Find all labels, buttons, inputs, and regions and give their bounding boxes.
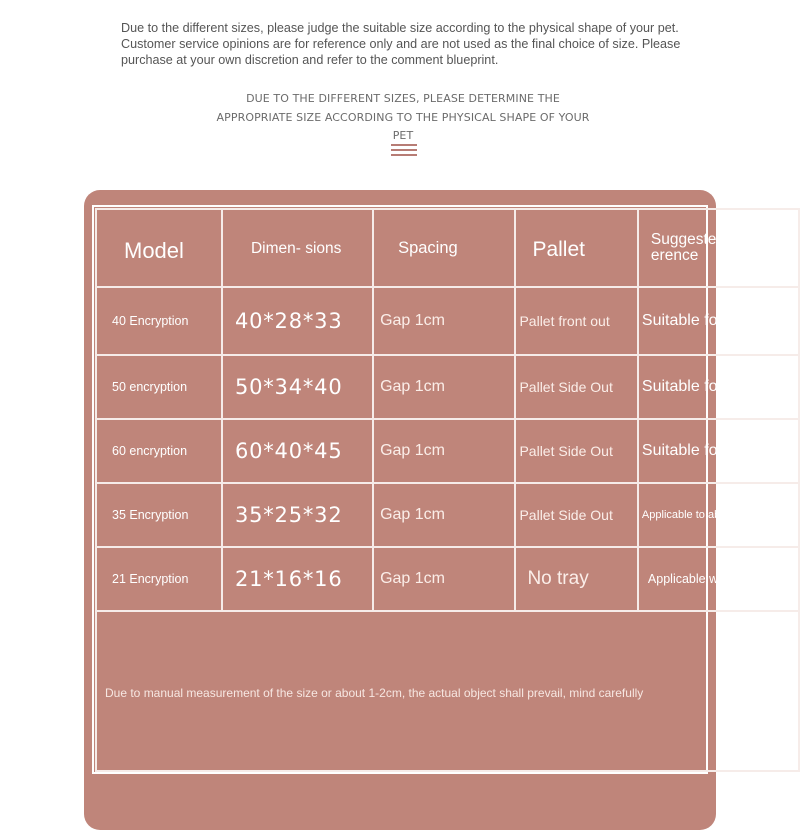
cell-reference: Applicable to about 0.5kg	[638, 483, 799, 547]
cell-spacing: Gap 1cm	[373, 419, 515, 483]
measurement-footnote: Due to manual measurement of the size or about 1-2cm, the actual object shall prevail, mind carefully	[96, 611, 799, 771]
size-heading	[200, 90, 606, 146]
table-header-row	[96, 209, 799, 287]
intro-notice: Due to the different sizes, please judge the suitable size according to the physical shape of your pet. Customer service opinions are for reference only and are not used as the final choice of size. Please purchase at your own discretion and refer to the comment blueprint.	[121, 21, 681, 67]
table-row	[96, 547, 799, 611]
cell-dimensions: 60*40*45	[222, 419, 373, 483]
size-heading-line-1: DUE TO THE DIFFERENT SIZES, PLEASE DETERMINE THE	[246, 92, 560, 105]
cell-model: 21 Encryption	[96, 547, 222, 611]
cell-reference: Suitable for 2-3kg	[638, 287, 799, 355]
header-spacing: Spacing	[373, 209, 515, 287]
cell-pallet: Pallet Side Out	[515, 483, 637, 547]
header-model: Model	[96, 209, 222, 287]
cell-model: 60 encryption	[96, 419, 222, 483]
size-heading-line-2: APPROPRIATE SIZE ACCORDING TO THE PHYSICAL SHAPE OF YOUR	[216, 110, 590, 124]
table-row	[96, 287, 799, 355]
cell-spacing: Gap 1cm	[373, 547, 515, 611]
cell-model: 40 Encryption	[96, 287, 222, 355]
cell-pallet: Pallet front out	[515, 287, 637, 355]
cell-dimensions: 21*16*16	[222, 547, 373, 611]
cell-dimensions: 50*34*40	[222, 355, 373, 419]
cell-dimensions: 40*28*33	[222, 287, 373, 355]
table-footnote-row	[96, 611, 799, 771]
cell-pallet: Pallet Side Out	[515, 419, 637, 483]
size-chart-table	[95, 208, 800, 772]
cell-pallet: Pallet Side Out	[515, 355, 637, 419]
cell-dimensions: 35*25*32	[222, 483, 373, 547]
cell-spacing: Gap 1cm	[373, 287, 515, 355]
header-reference: Suggested ref- erence	[638, 209, 799, 287]
cell-model: 35 Encryption	[96, 483, 222, 547]
cell-spacing: Gap 1cm	[373, 355, 515, 419]
cell-reference: Applicable within 0.5kg	[638, 547, 799, 611]
size-heading-line-3: PET	[392, 129, 414, 142]
table-row	[96, 483, 799, 547]
cell-model: 50 encryption	[96, 355, 222, 419]
cell-spacing: Gap 1cm	[373, 483, 515, 547]
cell-reference: Suitable for 2-4kg	[638, 355, 799, 419]
table-row	[96, 355, 799, 419]
cell-pallet: No tray	[515, 547, 637, 611]
table-row	[96, 419, 799, 483]
cell-reference: Suitable for 3-5kg	[638, 419, 799, 483]
header-dimensions: Dimen- sions	[222, 209, 373, 287]
hamburger-menu-icon	[391, 144, 417, 158]
header-pallet: Pallet	[515, 209, 637, 287]
